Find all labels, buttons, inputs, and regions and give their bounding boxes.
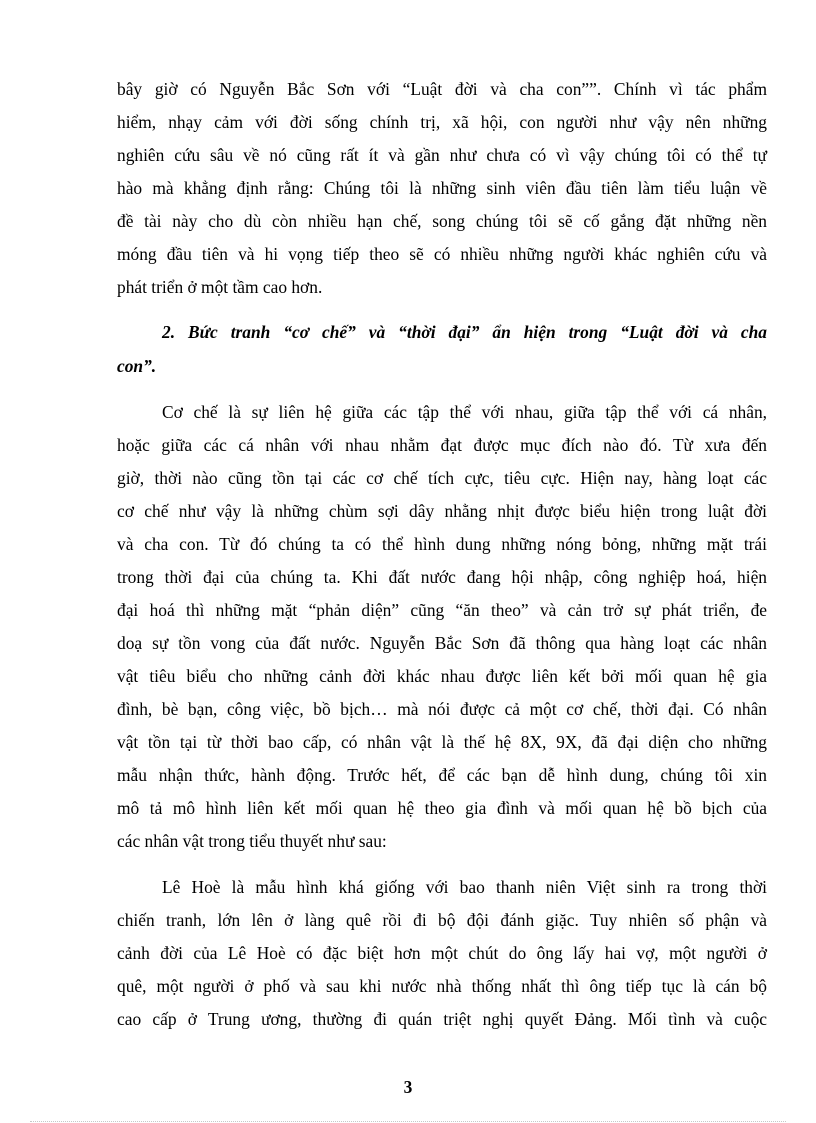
text-line: cơ chế như vậy là những chùm sợi dây nhằng nhịt được biểu hiện trong luật đời: [117, 501, 767, 521]
heading-line: con”.: [117, 356, 157, 376]
text-line: đề tài này cho dù còn nhiều hạn chế, song chúng tôi sẽ cố gắng đặt những nền: [117, 211, 767, 231]
text-line: hoặc giữa các cá nhân với nhau nhằm đạt được mục đích nào đó. Từ xưa đến: [117, 435, 767, 455]
text-line: nghiên cứu sâu về nó cũng rất ít và gần như chưa có vì vậy chúng tôi có thể tự: [117, 145, 767, 165]
text-line: cao cấp ở Trung ương, thường đi quán triệt nghị quyết Đảng. Mối tình và cuộc: [117, 1009, 767, 1029]
text-line: chiến tranh, lớn lên ở làng quê rồi đi bộ đội đánh giặc. Tuy nhiên số phận và: [117, 910, 767, 930]
text-line: hiểm, nhạy cảm với đời sống chính trị, xã hội, con người như vậy nên những: [117, 112, 767, 132]
text-line: đại hoá thì những mặt “phản diện” cũng “ăn theo” và cản trở sự phát triển, đe: [117, 600, 767, 620]
text-line: mẫu nhận thức, hành động. Trước hết, để các bạn dễ hình dung, chúng tôi xin: [117, 765, 767, 785]
text-line: giờ, thời nào cũng tồn tại các cơ chế tích cực, tiêu cực. Hiện nay, hàng loạt các: [117, 468, 767, 488]
page-bottom-border: [30, 1121, 786, 1122]
text-line: Lê Hoè là mẫu hình khá giống với bao thanh niên Việt sinh ra trong thời: [162, 877, 767, 897]
text-line: phát triển ở một tầm cao hơn.: [117, 277, 323, 297]
text-line: cảnh đời của Lê Hoè có đặc biệt hơn một chút do ông lấy hai vợ, một người ở: [117, 943, 767, 963]
text-line: móng đầu tiên và hi vọng tiếp theo sẽ có nhiều những người khác nghiên cứu và: [117, 244, 767, 264]
heading-line: 2. Bức tranh “cơ chế” và “thời đại” ẩn hiện trong “Luật đời và cha: [162, 322, 767, 342]
text-line: vật tiêu biểu cho những cảnh đời khác nhau được liên kết bởi mối quan hệ gia: [117, 666, 767, 686]
text-line: doạ sự tồn vong của đất nước. Nguyễn Bắc Sơn đã thông qua hàng loạt các nhân: [117, 633, 767, 653]
text-line: trong thời đại của chúng ta. Khi đất nước đang hội nhập, công nghiệp hoá, hiện: [117, 567, 767, 587]
text-line: và cha con. Từ đó chúng ta có thể hình dung những nóng bỏng, những mặt trái: [117, 534, 767, 554]
text-line: hào mà khẳng định rằng: Chúng tôi là những sinh viên đầu tiên làm tiểu luận về: [117, 178, 767, 198]
text-line: mô tả mô hình liên kết mối quan hệ theo gia đình và mối quan hệ bồ bịch của: [117, 798, 767, 818]
text-line: bây giờ có Nguyễn Bắc Sơn với “Luật đời và cha con””. Chính vì tác phẩm: [117, 79, 767, 99]
text-line: các nhân vật trong tiểu thuyết như sau:: [117, 831, 387, 851]
text-line: đình, bè bạn, công việc, bồ bịch… mà nói được cả một cơ chế, thời đại. Có nhân: [117, 699, 767, 719]
text-line: vật tồn tại từ thời bao cấp, có nhân vật là thế hệ 8X, 9X, đã đại diện cho những: [117, 732, 767, 752]
text-line: quê, một người ở phố và sau khi nước nhà thống nhất thì ông tiếp tục là cán bộ: [117, 976, 767, 996]
page-number: 3: [403, 1077, 413, 1097]
text-line: Cơ chế là sự liên hệ giữa các tập thể với nhau, giữa tập thể với cá nhân,: [162, 402, 767, 422]
